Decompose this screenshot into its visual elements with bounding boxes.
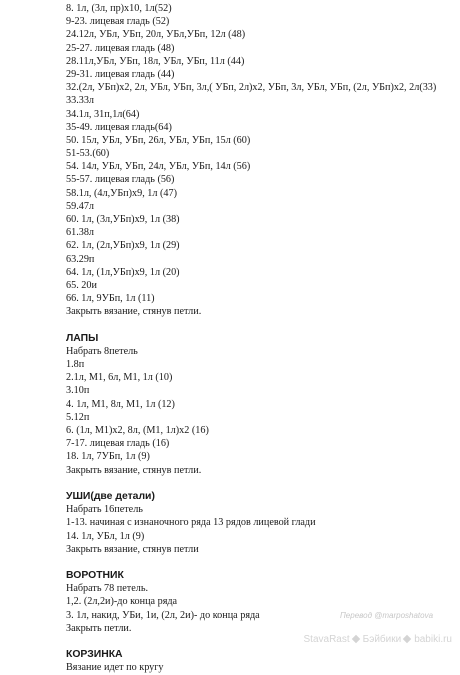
section-ears [66, 490, 454, 556]
pattern-row: 8. 1л, (3л, пр)х10, 1л(52) [66, 3, 172, 14]
pattern-row: 28.11л,УБл, УБп, 18л, УБл, УБп, 11л (44) [66, 55, 245, 67]
pattern-row: 14. 1л, УБл, 1л (9) [66, 530, 145, 542]
pattern-row: 55-57. лицевая гладь (56) [66, 174, 175, 186]
pattern-row: 65. 20и [66, 279, 97, 291]
pattern-row: 6. (1л, М1)х2, 8л, (М1, 1л)х2 (16) [66, 425, 209, 436]
pattern-row: 2.1л, М1, 6л, М1, 1л (10) [66, 372, 173, 384]
pattern-row: 1.8п [66, 359, 85, 371]
pattern-row: 60. 1л, (3л,УБп)х9, 1л (38) [66, 214, 180, 225]
pattern-row: Закрыть вязание, стянув петли [66, 543, 199, 555]
section-heading-collar: ВОРОТНИК [66, 570, 124, 582]
pattern-rows-main [66, 2, 454, 319]
pattern-row: Закрыть вязание, стянув петли. [66, 464, 202, 476]
pattern-row: 18. 1л, 7УБп, 1л (9) [66, 451, 150, 463]
pattern-row: 61.38л [66, 227, 95, 239]
section-collar [66, 569, 454, 635]
pattern-row: Набрать 78 петель. [66, 583, 149, 595]
pattern-row: Набрать 16петель [66, 504, 143, 516]
watermark-site-2: Бэйбики [362, 633, 402, 645]
section-heading-paws: ЛАПЫ [66, 332, 99, 344]
diamond-icon [351, 635, 359, 643]
pattern-row: 66. 1л, 9УБп, 1л (11) [66, 293, 155, 305]
pattern-row: 29-31. лицевая гладь (44) [66, 68, 175, 80]
pattern-row: Набрать 8петель [66, 345, 138, 357]
pattern-row: 51-53.(60) [66, 148, 110, 160]
section-heading-ears: УШИ(две детали) [66, 490, 155, 502]
pattern-row: 1,2. (2л,2и)-до конца ряда [66, 596, 178, 608]
pattern-row: 25-27. лицевая гладь (48) [66, 42, 175, 54]
pattern-row: 64. 1л, (1л,УБп)х9, 1л (20) [66, 266, 180, 278]
section-heading-basket: КОРЗИНКА [66, 649, 123, 661]
pattern-row: 3.10п [66, 385, 90, 397]
pattern-row: 9-23. лицевая гладь (52) [66, 16, 170, 28]
pattern-row: 35-49. лицевая гладь(64) [66, 121, 172, 133]
pattern-row: 5.12п [66, 411, 90, 423]
watermark-site-1: StavaRast [303, 633, 350, 645]
pattern-row: 32.(2л, УБп)х2, 2л, УБл, УБп, 3л,( УБп, 2л)х2, УБп, 3л, УБл, УБп, (2л, УБп)х2, 2л(33) [66, 82, 437, 94]
pattern-row: 50. 15л, УБл, УБп, 26л, УБл, УБп, 15л (60) [66, 134, 251, 146]
document-page [66, 0, 454, 675]
section-paws [66, 332, 454, 477]
pattern-row: Закрыть вязание, стянув петли. [66, 306, 202, 318]
pattern-row: 3. 1л, накид, УБи, 1и, (2л, 2и)- до конца ряда [66, 609, 260, 621]
pattern-row: 58.1л, (4л,УБп)х9, 1л (47) [66, 187, 178, 199]
pattern-row: Закрыть петли. [66, 622, 132, 634]
translation-credit: Перевод @marposhatova [340, 611, 434, 620]
pattern-row: 1-13. начиная с изнаночного ряда 13 рядов лицевой глади [66, 517, 316, 529]
watermark-site-3: babiki.ru [414, 633, 452, 645]
site-watermark [0, 628, 460, 650]
section-basket [66, 648, 454, 674]
diamond-icon [403, 635, 411, 643]
pattern-row: 54. 14л, УБл, УБп, 24л, УБл, УБп, 14л (56) [66, 161, 251, 173]
pattern-row: 7-17. лицевая гладь (16) [66, 438, 170, 450]
pattern-row: 24.12л, УБл, УБп, 20л, УБл,УБп, 12л (48) [66, 29, 246, 41]
pattern-row: 59.47л [66, 200, 95, 212]
pattern-row: 4. 1л, М1, 8л, М1, 1л (12) [66, 398, 175, 410]
pattern-row: 62. 1л, (2л,УБп)х9, 1л (29) [66, 240, 180, 252]
pattern-row: 34.1л, 31п,1л(64) [66, 108, 140, 120]
pattern-row: 63.29п [66, 253, 95, 265]
pattern-row: 33.33л [66, 95, 95, 107]
pattern-row: Вязание идет по кругу [66, 662, 164, 674]
